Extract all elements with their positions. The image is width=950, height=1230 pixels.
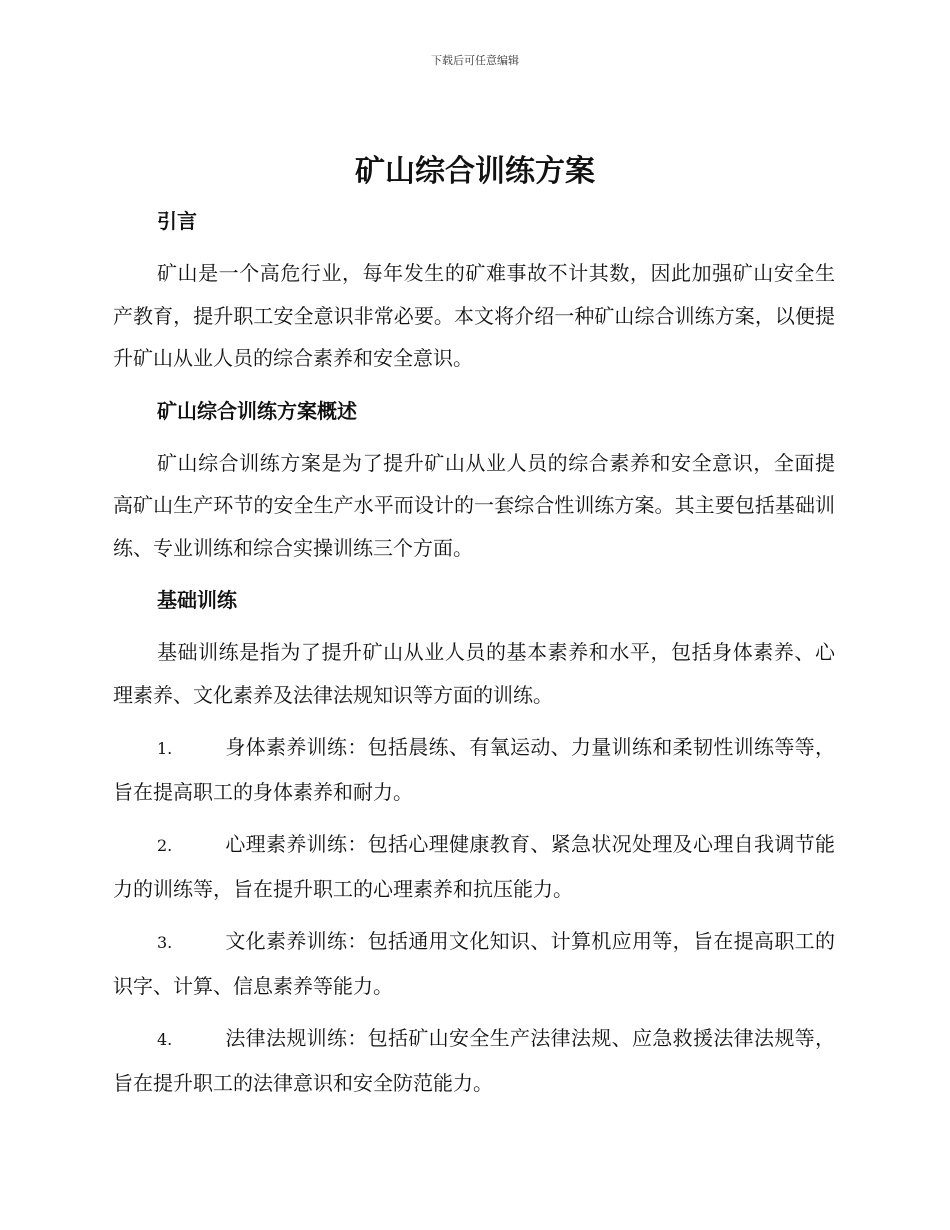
list-number: 2. — [157, 836, 173, 855]
page-header: 下载后可任意编辑 — [431, 54, 519, 67]
document-title: 矿山综合训练方案 — [355, 154, 595, 189]
list-number: 4. — [157, 1030, 173, 1049]
list-item-text: 法律法规训练：包括矿山安全生产法律法规、应急救援法律法规等，旨在提升职工的法律意识和安全防范能力。 — [113, 1026, 835, 1095]
list-number: 1. — [157, 739, 173, 758]
list-item-text: 身体素养训练：包括晨练、有氧运动、力量训练和柔韧性训练等等，旨在提高职工的身体素养和耐力。 — [113, 735, 835, 804]
document-body — [113, 200, 835, 1114]
list-item-cultural — [113, 920, 835, 1007]
paragraph-basic-training: 基础训练是指为了提升矿山从业人员的基本素养和水平，包括身体素养、心理素养、文化素养及法律法规知识等方面的训练。 — [113, 640, 835, 707]
list-item-text: 文化素养训练：包括通用文化知识、计算机应用等，旨在提高职工的识字、计算、信息素养等能力。 — [113, 929, 835, 998]
paragraph-intro: 矿山是一个高危行业，每年发生的矿难事故不计其数，因此加强矿山安全生产教育，提升职工安全意识非常必要。本文将介绍一种矿山综合训练方案，以便提升矿山从业人员的综合素养和安全意识。 — [113, 261, 835, 370]
section-heading-intro: 引言 — [157, 209, 197, 233]
list-item-text: 心理素养训练：包括心理健康教育、紧急状况处理及心理自我调节能力的训练等，旨在提升职工的心理素养和抗压能力。 — [113, 832, 835, 901]
paragraph-overview: 矿山综合训练方案是为了提升矿山从业人员的综合素养和安全意识，全面提高矿山生产环节的安全生产水平而设计的一套综合性训练方案。其主要包括基础训练、专业训练和综合实操训练三个方面。 — [113, 450, 835, 560]
list-number: 3. — [157, 933, 173, 952]
list-item-legal — [113, 1017, 835, 1104]
list-item-psychological — [113, 823, 835, 910]
section-heading-overview: 矿山综合训练方案概述 — [157, 398, 357, 423]
list-item-physical — [113, 726, 835, 813]
section-heading-basic-training: 基础训练 — [157, 588, 237, 612]
